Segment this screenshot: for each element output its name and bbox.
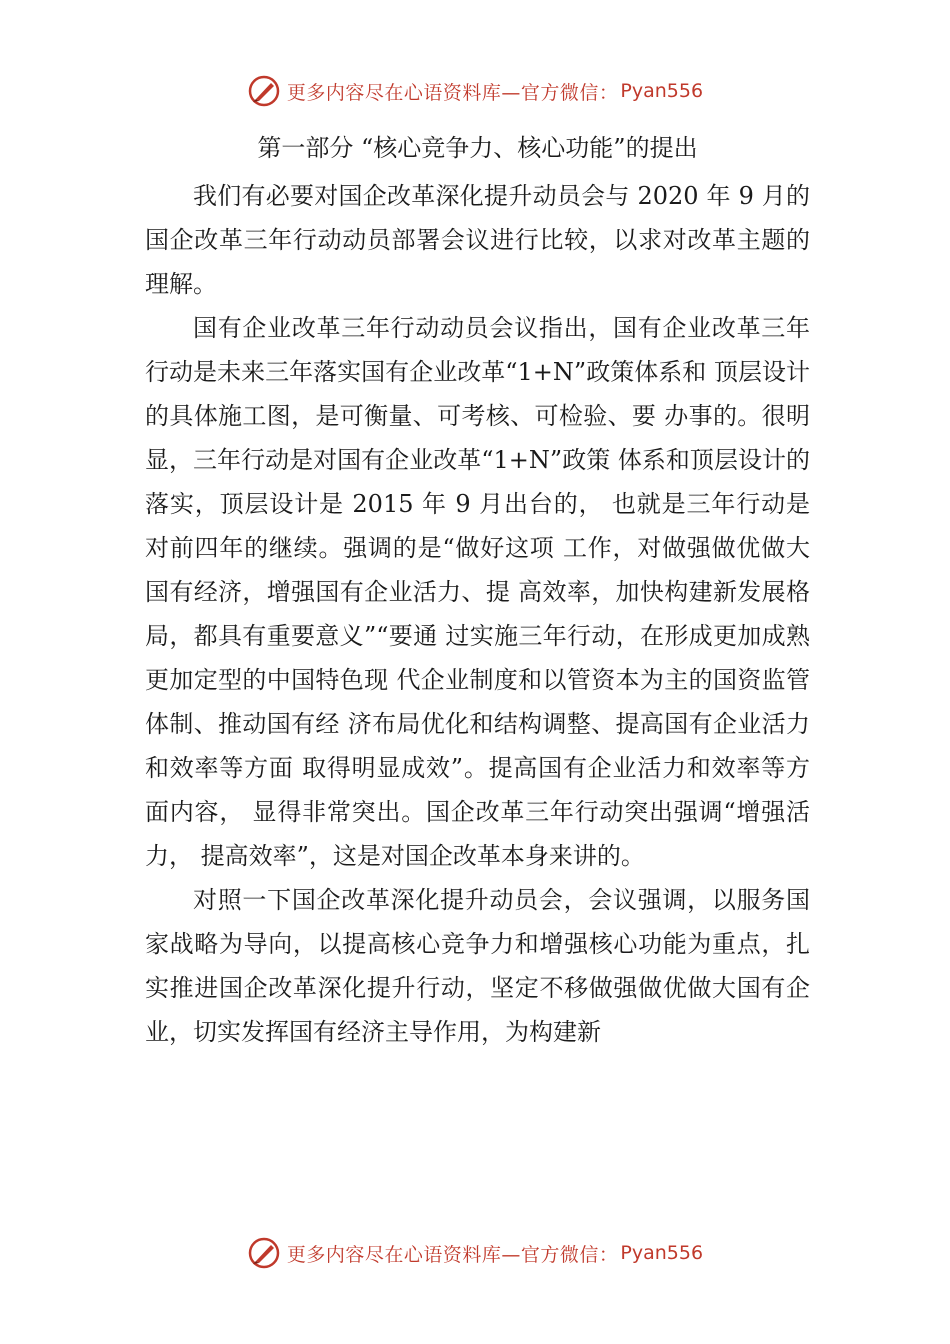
paragraph: 国有企业改革三年行动动员会议指出，国有企业改革三年行动是未来三年落实国有企业改革“1+N”政策体系和 顶层设计的具体施工图，是可衡量、可考核、可检验、要 办事的。很明显，三年行动是对国有企业改革“1+N”政策 体系和顶层设计的落实，顶层设计是 2015 年 9 月出台的， 也就是三年行动是对前四年的继续。强调的是“做好这项 工作，对做强做优做大国有经济，增强国有企业活力、提 高效率，加快构建新发展格局，都具有重要意义”“要通 过实施三年行动，在形成更加成熟更加定型的中国特色现 代企业制度和以管资本为主的国资监管体制、推动国有经 济布局优化和结构调整、提高国有企业活力和效率等方面 取得明显成效”。提高国有企业活力和效率等方面内容， 显得非常突出。国企改革三年行动突出强调“增强活力， 提高效率”，这是对国企改革本身来讲的。 xyxy=(145,314,810,870)
watermark-text: 更多内容尽在心语资料库—官方微信： xyxy=(286,1243,619,1266)
paragraph: 对照一下国企改革深化提升动员会，会议强调，以服务国家战略为导向，以提高核心竞争力和增强核心功能为重点，扎实推进国企改革深化提升行动，坚定不移做强做优做大国有企业，切实发挥国有经济主导作用，为构建新 xyxy=(145,886,810,1046)
pen-logo-icon xyxy=(247,1236,281,1270)
paragraph: 我们有必要对国企改革深化提升动员会与 2020 年 9 月的国企改革三年行动动员部署会议进行比较，以求对改革主题的理解。 xyxy=(145,182,810,298)
document-body xyxy=(145,128,810,1054)
pen-logo-icon xyxy=(247,74,281,108)
watermark-wechat-id: Pyan556 xyxy=(620,80,704,102)
header-watermark xyxy=(0,74,950,108)
watermark-text: 更多内容尽在心语资料库—官方微信： xyxy=(286,81,619,104)
footer-watermark xyxy=(0,1236,950,1270)
document-title: 第一部分 “核心竞争力、核心功能”的提出 xyxy=(257,134,698,162)
watermark-wechat-id: Pyan556 xyxy=(620,1242,704,1264)
